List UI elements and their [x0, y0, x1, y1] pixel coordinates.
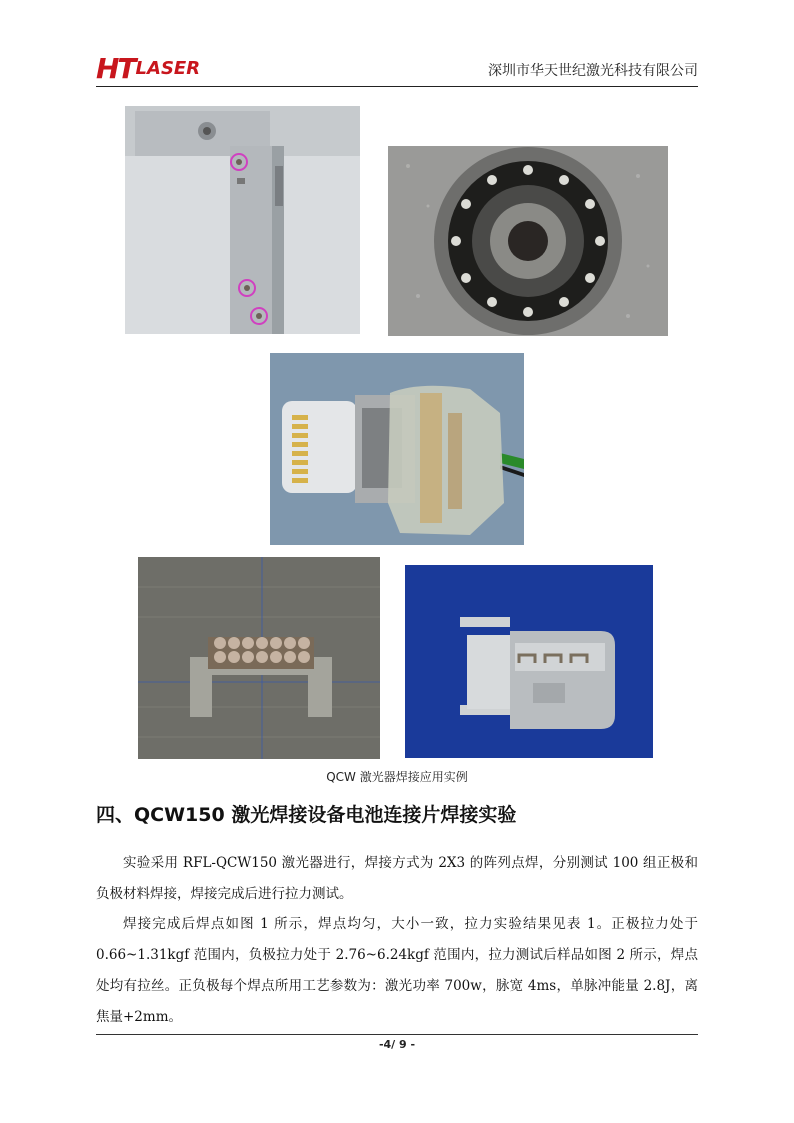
- section-title: 四、QCW150 激光焊接设备电池连接片焊接实验: [96, 804, 517, 826]
- page-header: [96, 44, 698, 87]
- company-logo: [96, 52, 200, 85]
- photo-lightning-connector: [270, 353, 524, 545]
- photo-usb-c-housing: [405, 565, 653, 758]
- paragraph-2: 焊接完成后焊点如图 1 所示，焊点均匀，大小一致，拉力实验结果见表 1。正极拉力处于 0.66~1.31kgf 范围内，负极拉力处于 2.76~6.24kgf 范围内，拉力测试后样品如图 2 所示，焊点处均有拉丝。正负极每个焊点所用工艺参数为：激光功率 700w，脉宽 4ms，单脉冲能量 2.8J，离焦量+2mm。: [96, 916, 698, 1025]
- logo-ht-text: HT: [96, 52, 135, 85]
- figure-caption: QCW 激光器焊接应用实例: [326, 770, 468, 784]
- footer-divider: [96, 1034, 698, 1035]
- photo-ring-weld: [388, 146, 668, 336]
- page-number: -4/ 9 -: [378, 1038, 416, 1051]
- company-name: 深圳市华天世纪激光科技有限公司: [488, 63, 698, 79]
- logo-laser-text: LASER: [135, 58, 201, 79]
- photo-bracket-weld: [125, 106, 360, 334]
- paragraph-1: 实验采用 RFL-QCW150 激光器进行，焊接方式为 2X3 的阵列点焊，分别测试 100 组正极和负极材料焊接，焊接完成后进行拉力测试。: [96, 855, 698, 902]
- photo-weld-seam-micrograph: [138, 557, 380, 759]
